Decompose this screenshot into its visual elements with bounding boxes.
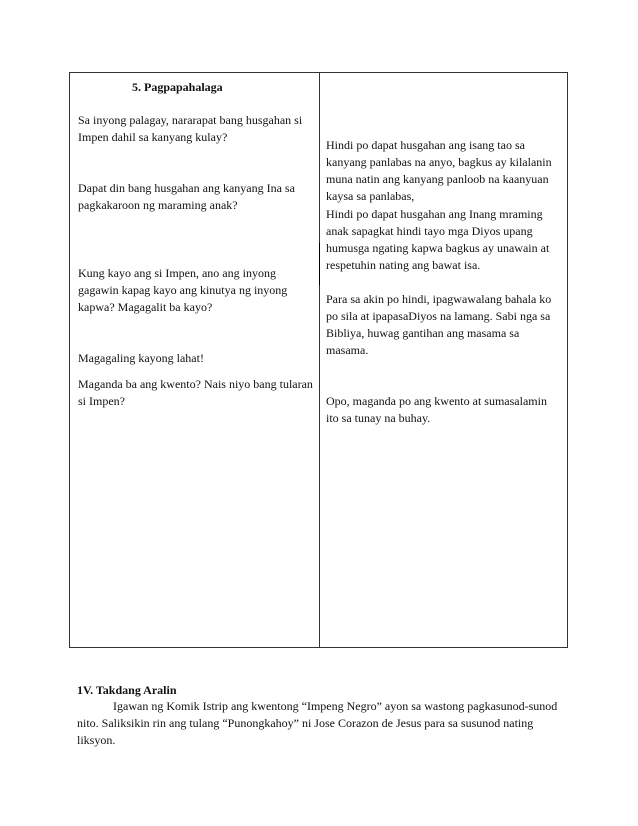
answer-3: Para sa akin po hindi, ipagwawalang bahala ko po sila at ipapasaDiyos na lamang. Sabi nga sa Bibliya, huwag gantihan ang masama sa masama. [326,292,552,357]
lesson-table [69,72,568,648]
section-heading: 5. Pagpapahalaga [132,80,223,94]
question-1: Sa inyong palagay, nararapat bang husgahan si Impen dahil sa kanyang kulay? [78,113,303,144]
assignment-title: 1V. Takdang Aralin [77,683,177,697]
vertical-mark [319,243,320,285]
question-5: Maganda ba ang kwento? Nais niyo bang tularan si Impen? [78,377,313,408]
answer-4: Opo, maganda po ang kwento at sumasalamin ito sa tunay na buhay. [326,394,547,425]
answer-1: Hindi po dapat husgahan ang isang tao sa kanyang panlabas na anyo, bagkus ay kilalanin muna natin ang kanyang panloob na kaanyuan kaysa sa panlabas, [326,138,552,203]
answer-2: Hindi po dapat husgahan ang Inang mraming anak sapagkat hindi tayo mga Diyos upang humusga ngating kapwa bagkus ay unawain at respetuhin nating ang bawat isa. [326,207,550,272]
question-2: Dapat din bang husgahan ang kanyang Ina sa pagkakaroon ng maraming anak? [78,181,295,212]
assignment-body: Igawan ng Komik Istrip ang kwentong “Impeng Negro” ayon sa wastong pagkasunod-sunod nito. Saliksikin rin ang tulang “Punongkahoy” ni Jose Corazon de Jesus para sa susunod nating liksyon. [77,699,558,747]
question-4: Magagaling kayong lahat! [78,351,204,365]
column-divider [319,73,320,647]
question-3: Kung kayo ang si Impen, ano ang inyong gagawin kapag kayo ang kinutya ng inyong kapwa? Magagalit ba kayo? [78,266,288,314]
